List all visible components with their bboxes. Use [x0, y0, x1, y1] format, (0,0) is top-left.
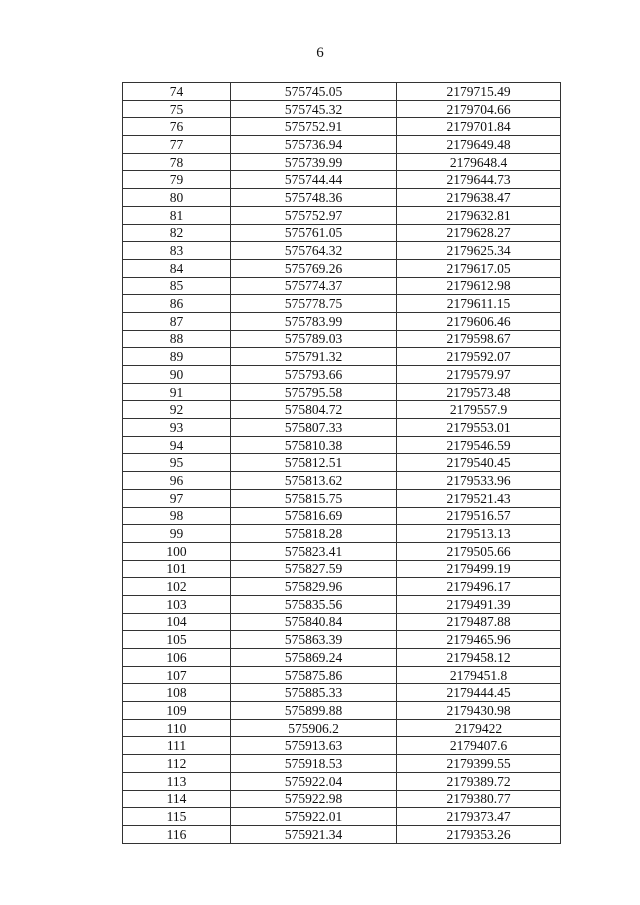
y-coordinate-cell: 2179513.13 [397, 525, 561, 543]
point-number-cell: 80 [123, 189, 231, 207]
table-row [123, 330, 561, 348]
x-coordinate-cell: 575869.24 [231, 649, 397, 667]
y-coordinate-cell: 2179557.9 [397, 401, 561, 419]
x-coordinate-cell: 575918.53 [231, 755, 397, 773]
table-row [123, 772, 561, 790]
y-coordinate-cell: 2179499.19 [397, 560, 561, 578]
x-coordinate-cell: 575816.69 [231, 507, 397, 525]
table-row [123, 525, 561, 543]
point-number-cell: 115 [123, 808, 231, 826]
x-coordinate-cell: 575736.94 [231, 136, 397, 154]
table-row [123, 259, 561, 277]
x-coordinate-cell: 575835.56 [231, 595, 397, 613]
table-row [123, 277, 561, 295]
table-row [123, 613, 561, 631]
x-coordinate-cell: 575778.75 [231, 295, 397, 313]
x-coordinate-cell: 575823.41 [231, 542, 397, 560]
table-row [123, 472, 561, 490]
x-coordinate-cell: 575761.05 [231, 224, 397, 242]
point-number-cell: 111 [123, 737, 231, 755]
y-coordinate-cell: 2179353.26 [397, 825, 561, 843]
x-coordinate-cell: 575748.36 [231, 189, 397, 207]
x-coordinate-cell: 575793.66 [231, 366, 397, 384]
y-coordinate-cell: 2179407.6 [397, 737, 561, 755]
point-number-cell: 100 [123, 542, 231, 560]
table-row [123, 136, 561, 154]
y-coordinate-cell: 2179628.27 [397, 224, 561, 242]
point-number-cell: 95 [123, 454, 231, 472]
table-row [123, 578, 561, 596]
x-coordinate-cell: 575812.51 [231, 454, 397, 472]
point-number-cell: 83 [123, 242, 231, 260]
table-row [123, 808, 561, 826]
x-coordinate-cell: 575922.01 [231, 808, 397, 826]
point-number-cell: 99 [123, 525, 231, 543]
x-coordinate-cell: 575764.32 [231, 242, 397, 260]
y-coordinate-cell: 2179701.84 [397, 118, 561, 136]
y-coordinate-cell: 2179611.15 [397, 295, 561, 313]
table-row [123, 189, 561, 207]
point-number-cell: 94 [123, 436, 231, 454]
point-number-cell: 107 [123, 666, 231, 684]
point-number-cell: 102 [123, 578, 231, 596]
coordinates-table-body [123, 83, 561, 844]
table-row [123, 702, 561, 720]
table-row [123, 489, 561, 507]
y-coordinate-cell: 2179715.49 [397, 83, 561, 101]
x-coordinate-cell: 575791.32 [231, 348, 397, 366]
table-row [123, 83, 561, 101]
point-number-cell: 74 [123, 83, 231, 101]
x-coordinate-cell: 575913.63 [231, 737, 397, 755]
table-row [123, 454, 561, 472]
y-coordinate-cell: 2179521.43 [397, 489, 561, 507]
point-number-cell: 88 [123, 330, 231, 348]
point-number-cell: 85 [123, 277, 231, 295]
table-row [123, 649, 561, 667]
y-coordinate-cell: 2179592.07 [397, 348, 561, 366]
table-row [123, 348, 561, 366]
point-number-cell: 103 [123, 595, 231, 613]
point-number-cell: 110 [123, 719, 231, 737]
point-number-cell: 98 [123, 507, 231, 525]
x-coordinate-cell: 575921.34 [231, 825, 397, 843]
page-number: 6 [316, 45, 324, 61]
y-coordinate-cell: 2179496.17 [397, 578, 561, 596]
y-coordinate-cell: 2179546.59 [397, 436, 561, 454]
y-coordinate-cell: 2179399.55 [397, 755, 561, 773]
point-number-cell: 105 [123, 631, 231, 649]
table-row [123, 206, 561, 224]
point-number-cell: 109 [123, 702, 231, 720]
y-coordinate-cell: 2179516.57 [397, 507, 561, 525]
y-coordinate-cell: 2179612.98 [397, 277, 561, 295]
y-coordinate-cell: 2179373.47 [397, 808, 561, 826]
point-number-cell: 91 [123, 383, 231, 401]
x-coordinate-cell: 575804.72 [231, 401, 397, 419]
y-coordinate-cell: 2179451.8 [397, 666, 561, 684]
point-number-cell: 75 [123, 100, 231, 118]
table-row [123, 242, 561, 260]
table-row [123, 118, 561, 136]
x-coordinate-cell: 575745.32 [231, 100, 397, 118]
table-row [123, 825, 561, 843]
y-coordinate-cell: 2179505.66 [397, 542, 561, 560]
table-row [123, 171, 561, 189]
point-number-cell: 89 [123, 348, 231, 366]
table-row [123, 436, 561, 454]
x-coordinate-cell: 575875.86 [231, 666, 397, 684]
point-number-cell: 96 [123, 472, 231, 490]
table-row [123, 631, 561, 649]
x-coordinate-cell: 575795.58 [231, 383, 397, 401]
coordinates-table [122, 82, 561, 844]
y-coordinate-cell: 2179644.73 [397, 171, 561, 189]
point-number-cell: 112 [123, 755, 231, 773]
table-row [123, 719, 561, 737]
x-coordinate-cell: 575899.88 [231, 702, 397, 720]
point-number-cell: 81 [123, 206, 231, 224]
x-coordinate-cell: 575906.2 [231, 719, 397, 737]
y-coordinate-cell: 2179380.77 [397, 790, 561, 808]
y-coordinate-cell: 2179704.66 [397, 100, 561, 118]
table-row [123, 542, 561, 560]
y-coordinate-cell: 2179598.67 [397, 330, 561, 348]
x-coordinate-cell: 575769.26 [231, 259, 397, 277]
y-coordinate-cell: 2179422 [397, 719, 561, 737]
point-number-cell: 92 [123, 401, 231, 419]
y-coordinate-cell: 2179606.46 [397, 312, 561, 330]
table-row [123, 383, 561, 401]
x-coordinate-cell: 575807.33 [231, 419, 397, 437]
point-number-cell: 76 [123, 118, 231, 136]
y-coordinate-cell: 2179430.98 [397, 702, 561, 720]
x-coordinate-cell: 575744.44 [231, 171, 397, 189]
table-row [123, 366, 561, 384]
x-coordinate-cell: 575783.99 [231, 312, 397, 330]
y-coordinate-cell: 2179579.97 [397, 366, 561, 384]
point-number-cell: 113 [123, 772, 231, 790]
point-number-cell: 86 [123, 295, 231, 313]
x-coordinate-cell: 575840.84 [231, 613, 397, 631]
table-row [123, 560, 561, 578]
table-row [123, 419, 561, 437]
table-row [123, 100, 561, 118]
point-number-cell: 101 [123, 560, 231, 578]
y-coordinate-cell: 2179491.39 [397, 595, 561, 613]
table-row [123, 737, 561, 755]
point-number-cell: 93 [123, 419, 231, 437]
x-coordinate-cell: 575863.39 [231, 631, 397, 649]
x-coordinate-cell: 575922.04 [231, 772, 397, 790]
x-coordinate-cell: 575813.62 [231, 472, 397, 490]
x-coordinate-cell: 575752.97 [231, 206, 397, 224]
x-coordinate-cell: 575789.03 [231, 330, 397, 348]
y-coordinate-cell: 2179465.96 [397, 631, 561, 649]
x-coordinate-cell: 575810.38 [231, 436, 397, 454]
table-row [123, 401, 561, 419]
table-row [123, 312, 561, 330]
x-coordinate-cell: 575885.33 [231, 684, 397, 702]
y-coordinate-cell: 2179573.48 [397, 383, 561, 401]
table-row [123, 684, 561, 702]
x-coordinate-cell: 575774.37 [231, 277, 397, 295]
y-coordinate-cell: 2179540.45 [397, 454, 561, 472]
x-coordinate-cell: 575739.99 [231, 153, 397, 171]
x-coordinate-cell: 575752.91 [231, 118, 397, 136]
x-coordinate-cell: 575827.59 [231, 560, 397, 578]
y-coordinate-cell: 2179649.48 [397, 136, 561, 154]
y-coordinate-cell: 2179632.81 [397, 206, 561, 224]
point-number-cell: 90 [123, 366, 231, 384]
point-number-cell: 97 [123, 489, 231, 507]
point-number-cell: 108 [123, 684, 231, 702]
x-coordinate-cell: 575818.28 [231, 525, 397, 543]
y-coordinate-cell: 2179389.72 [397, 772, 561, 790]
table-row [123, 295, 561, 313]
point-number-cell: 78 [123, 153, 231, 171]
x-coordinate-cell: 575815.75 [231, 489, 397, 507]
point-number-cell: 84 [123, 259, 231, 277]
table-row [123, 666, 561, 684]
point-number-cell: 79 [123, 171, 231, 189]
y-coordinate-cell: 2179617.05 [397, 259, 561, 277]
table-row [123, 595, 561, 613]
point-number-cell: 104 [123, 613, 231, 631]
y-coordinate-cell: 2179648.4 [397, 153, 561, 171]
y-coordinate-cell: 2179487.88 [397, 613, 561, 631]
table-row [123, 790, 561, 808]
y-coordinate-cell: 2179553.01 [397, 419, 561, 437]
y-coordinate-cell: 2179638.47 [397, 189, 561, 207]
point-number-cell: 82 [123, 224, 231, 242]
x-coordinate-cell: 575922.98 [231, 790, 397, 808]
table-row [123, 755, 561, 773]
point-number-cell: 114 [123, 790, 231, 808]
point-number-cell: 116 [123, 825, 231, 843]
table-row [123, 224, 561, 242]
x-coordinate-cell: 575745.05 [231, 83, 397, 101]
point-number-cell: 87 [123, 312, 231, 330]
table-row [123, 153, 561, 171]
y-coordinate-cell: 2179458.12 [397, 649, 561, 667]
y-coordinate-cell: 2179625.34 [397, 242, 561, 260]
point-number-cell: 77 [123, 136, 231, 154]
y-coordinate-cell: 2179533.96 [397, 472, 561, 490]
x-coordinate-cell: 575829.96 [231, 578, 397, 596]
table-row [123, 507, 561, 525]
point-number-cell: 106 [123, 649, 231, 667]
y-coordinate-cell: 2179444.45 [397, 684, 561, 702]
